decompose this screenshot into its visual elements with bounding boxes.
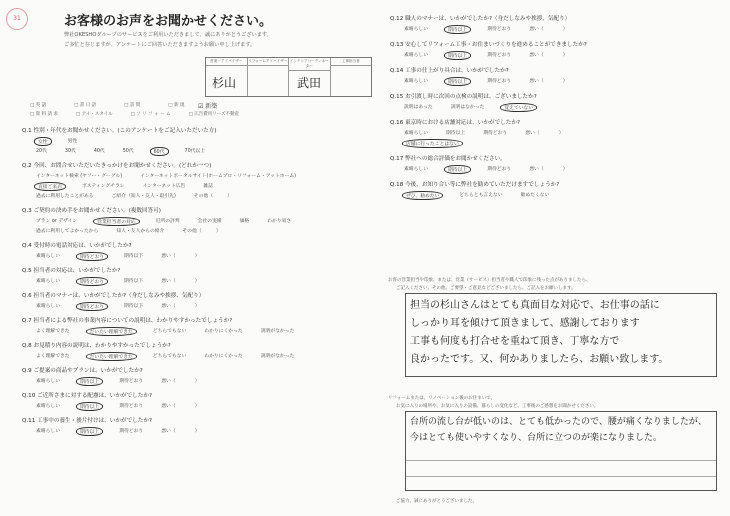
left-question-6: Q.6 担当者のマナーは、いかがでしたか?（身だしなみや挨拶、気配り） xyxy=(22,293,205,299)
comment1-prompt-1: お客の営業担当や印象、または、営業（サービス）担当者や職人で印象に残った点がありましたら、 xyxy=(388,278,591,283)
answer-option[interactable]: 素晴らしい xyxy=(36,404,60,409)
answer-option[interactable]: わかり易さ xyxy=(267,219,292,224)
answer-option[interactable]: 期待どおり xyxy=(487,53,512,58)
comment2-prompt-2: お気に入りの場所や、お気に入りの設備、暮らしの変化など、工事後のご感想をお聞かせください。 xyxy=(396,404,599,409)
answer-option[interactable]: 価格 xyxy=(239,219,250,224)
page-title: お客様のお声をお聞かせください。 xyxy=(64,14,273,29)
answer-option[interactable]: 期待以下 xyxy=(124,304,144,309)
checkrow-2 xyxy=(30,111,239,117)
left-question-2: Q.2 今回、お問合せいただいたきっかけをお聞かせください。(どれか一つ) xyxy=(22,163,212,169)
intro-line-2: ご多忙と存じますが、アンケートにご回答いただきますようお願い申し上げます。 xyxy=(64,42,256,48)
answer-option[interactable]: インターネットポータルサイト(ホームプロ・リフォーム・アットホーム) xyxy=(140,174,297,179)
answer-option[interactable]: 営業担当者の対応 xyxy=(93,217,139,226)
answer-option[interactable]: 期待以下 xyxy=(124,279,144,284)
left-q6-options xyxy=(34,302,202,311)
left-question-4: Q.4 受付時の電話対応は、いかがでしたか? xyxy=(22,243,132,249)
answer-option[interactable]: インターネット広告 xyxy=(142,184,186,189)
left-q2-row2 xyxy=(34,182,215,191)
answer-option[interactable]: 説明がなかった xyxy=(260,329,295,334)
right-q1-options xyxy=(402,25,570,34)
answer-option[interactable]: 期待以上 xyxy=(76,402,103,411)
left-question-7: Q.7 担当者による弊社の事業内容についての説明は、わかりやすかったでしょうか? xyxy=(22,318,233,324)
answer-option[interactable]: 期待以上 xyxy=(76,377,103,386)
check-2[interactable]: □ 書 日 語 xyxy=(74,103,97,108)
left-q10-options xyxy=(34,402,202,411)
answer-option[interactable]: どちらでもない xyxy=(152,329,187,334)
comment1-line-3: 工事も何度も打合せを重ねて頂き、丁寧な方で xyxy=(410,336,620,347)
comment1-line-1: 担当の杉山さんはとても真面目な対応で、お仕事の話に xyxy=(410,300,660,311)
answer-option[interactable]: 素晴らしい xyxy=(404,131,428,136)
staff-col-1 xyxy=(206,58,248,96)
left-q11-options xyxy=(34,427,202,436)
comment2-line-2: 今はとても使いやすくなり、台所に立つのが楽になりました。 xyxy=(410,433,663,443)
answer-option[interactable]: 説明はあった xyxy=(404,105,433,110)
answer-option[interactable]: 悪い（ ） xyxy=(161,429,200,434)
answer-option[interactable]: プラン or デザイン xyxy=(36,219,78,224)
check-6[interactable]: □ アイ・スタイル xyxy=(75,112,113,117)
answer-option[interactable]: 素晴らしい xyxy=(404,27,428,32)
staff-col-4 xyxy=(331,58,372,96)
left-question-1: Q.1 性別・年代をお聞かせください。(このアンケートをご記入いただいた方) xyxy=(22,128,217,134)
stamp-number: 31 xyxy=(13,15,21,22)
left-question-10: Q.10 ご近所さまに対する配慮は、いかがでしたか? xyxy=(22,393,152,399)
comment2-ruled-line-2 xyxy=(406,476,716,477)
comment1-prompt-2: ご記入ください。その他、ご要望・ご意見などございましたら、ご記入をお願いします。 xyxy=(396,286,576,291)
right-question-7: Q.18 今後、お知り合い等に弊社を勧めていただけますでしょうか? xyxy=(390,182,560,188)
answer-option[interactable]: 説明がなかった xyxy=(260,354,295,359)
check-5[interactable]: □ 資 料 請 求 xyxy=(30,112,58,117)
answer-option[interactable]: 期待どおり xyxy=(487,167,512,172)
left-q3-options xyxy=(34,217,293,226)
staff-header-2: リフォームアドバイザー xyxy=(248,58,289,66)
answer-option[interactable]: 70代以上 xyxy=(184,149,206,154)
answer-option[interactable]: 期待どおり xyxy=(76,277,108,286)
answer-option[interactable]: 悪い（ ） xyxy=(529,167,568,172)
left-question-9: Q.9 ご提案の商品やプランは、いかがでしたか? xyxy=(22,368,143,374)
answer-option[interactable]: ポスティングチラシ xyxy=(82,184,125,189)
answer-option[interactable]: 会社の実績 xyxy=(197,219,222,224)
answer-option[interactable]: 30代 xyxy=(64,149,76,154)
answer-option[interactable]: 悪い（ ） xyxy=(529,53,568,58)
answer-option[interactable]: 悪い（ ） xyxy=(161,404,200,409)
comment1-box[interactable] xyxy=(405,293,717,377)
answer-option[interactable]: 期待どおり xyxy=(483,131,508,136)
answer-option[interactable]: 素晴らしい xyxy=(36,254,60,259)
answer-option[interactable]: わかりにくかった xyxy=(204,354,243,359)
answer-option[interactable]: その他（ ） xyxy=(182,229,221,234)
answer-option[interactable]: 勧めたくない xyxy=(520,193,550,198)
answer-option[interactable]: 期待以上 xyxy=(76,427,103,436)
answer-option[interactable]: 期待以上 xyxy=(444,165,471,174)
answer-option[interactable]: その他（ ） xyxy=(193,194,233,199)
answer-option[interactable]: 素晴らしい xyxy=(404,53,428,58)
answer-option[interactable]: 過去に利用したことがある xyxy=(36,194,94,199)
answer-option[interactable]: わかりにくかった xyxy=(204,329,243,334)
answer-option[interactable]: 期待以上 xyxy=(446,131,466,136)
left-q4-options xyxy=(34,252,202,261)
right-q2-options xyxy=(402,51,570,60)
check-1[interactable]: □ 英 語 xyxy=(30,103,47,108)
answer-option[interactable]: 素晴らしい xyxy=(404,79,428,84)
left-question-11: Q.11 工事中の養生・後片付けは、いかがでしたか? xyxy=(22,418,152,424)
answer-option[interactable]: 素晴らしい xyxy=(36,429,60,434)
answer-option[interactable]: ぜひ、勧めたい xyxy=(402,191,443,200)
answer-option[interactable]: 期待どおり xyxy=(119,429,144,434)
answer-option[interactable]: 素晴らしい xyxy=(404,167,428,172)
answer-option[interactable]: 悪い（ ） xyxy=(161,379,200,384)
answer-option[interactable]: 悪い（ ） xyxy=(161,304,200,309)
staff-table xyxy=(205,57,372,97)
answer-option[interactable]: 過去に利用してよかったから xyxy=(36,229,99,234)
answer-option[interactable]: 悪い（ ） xyxy=(525,131,564,136)
left-q5-options xyxy=(34,277,202,286)
answer-option[interactable]: 女性 xyxy=(34,137,52,146)
right-q6-options xyxy=(402,165,570,174)
answer-option[interactable]: 素晴らしい xyxy=(36,304,60,309)
answer-option[interactable]: 雑誌 xyxy=(203,184,213,189)
answer-option[interactable]: 悪い（ ） xyxy=(529,79,568,84)
answer-option[interactable]: 直接ご来店 xyxy=(34,182,66,191)
answer-option[interactable]: どちらとも言えない xyxy=(459,193,503,198)
answer-option[interactable]: だいたい理解できた xyxy=(86,352,137,361)
right-q7-options xyxy=(402,191,551,200)
comment1-line-2: しっかり耳を傾けて頂きまして、感謝しております xyxy=(410,318,640,329)
right-question-5: Q.16 東京時における店舗対応は、いかがでしたか? xyxy=(390,120,520,126)
answer-option[interactable]: 悪い（ ） xyxy=(161,254,200,259)
left-q8-options xyxy=(34,352,296,361)
left-q3-row2 xyxy=(34,227,223,234)
staff-name-construction: 武田 xyxy=(297,76,322,90)
answer-option[interactable]: インターネット検索 (ヤフー・グーグル) xyxy=(36,174,123,179)
staff-name-sales: 杉山 xyxy=(212,76,237,90)
left-q2-row3 xyxy=(34,192,234,199)
intro-line-1: 弊社OKESHOグループのサービスをご利用いただきまして、誠にありがとうございます。 xyxy=(64,32,272,38)
answer-option[interactable]: よく理解できた xyxy=(36,329,70,334)
stamp-icon xyxy=(6,8,28,30)
answer-option[interactable]: 店舗に行ったことはない xyxy=(402,139,463,148)
right-q4-options xyxy=(402,103,537,112)
answer-option[interactable]: 期待どおり xyxy=(487,79,512,84)
left-q9-options xyxy=(34,377,202,386)
answer-option[interactable]: 40代 xyxy=(93,149,105,154)
answer-option[interactable]: 知人・友人からの紹介 xyxy=(116,229,165,234)
answer-option[interactable]: 60代 xyxy=(150,147,169,156)
answer-option[interactable]: 男性 xyxy=(67,139,78,144)
right-q3-options xyxy=(402,77,570,86)
right-question-1: Q.12 職人のマナーは、いかがでしたか?（身だしなみや挨拶、気配り） xyxy=(390,16,571,22)
comment1-line-4: 良かったです。又、何かありましたら、お願い致します。 xyxy=(410,354,669,365)
staff-header-1: 営業・アドバイザー xyxy=(206,58,247,66)
answer-option[interactable]: だいたい理解できた xyxy=(86,327,137,336)
answer-option[interactable]: 期待以上 xyxy=(444,77,471,86)
left-question-8: Q.8 お見積り内容の説明は、わかりやすかったでしょうか? xyxy=(22,343,171,349)
right-q5-row2 xyxy=(402,139,463,148)
answer-option[interactable]: 期待以上 xyxy=(444,25,471,34)
answer-option[interactable]: 期待以下 xyxy=(124,254,144,259)
answer-option[interactable]: 50代 xyxy=(122,149,134,154)
staff-header-3: インテリアコーディネーター xyxy=(289,58,330,71)
comment2-line-1: 台所の流し台が低いのは、とても低かったので、腰が痛くなりましたが、 xyxy=(410,417,707,427)
answer-option[interactable]: 説明はなかった xyxy=(450,105,485,110)
comment2-box[interactable] xyxy=(405,411,717,491)
staff-col-3 xyxy=(289,58,331,96)
answer-option[interactable]: 20代 xyxy=(36,149,47,154)
right-question-4: Q.15 お引渡し時に次回の点検の説明は、ございましたか? xyxy=(390,94,537,100)
answer-option[interactable]: 素晴らしい xyxy=(36,379,60,384)
answer-option[interactable]: ご紹介（知人・友人・取引先) xyxy=(111,194,176,199)
answer-option[interactable]: 悪い（ ） xyxy=(529,27,568,32)
left-question-3: Q.3 ご契約の決め手をお聞かせください。(複数回答可) xyxy=(22,208,161,214)
answer-option[interactable]: 期待以上 xyxy=(444,51,471,60)
comment2-prompt-1: リフォームまたは、リノベーション後のお住まいで、 xyxy=(388,396,496,401)
right-question-2: Q.13 安心してリフォーム工事・お住まいづくりを進めることができましたか? xyxy=(390,42,587,48)
answer-option[interactable]: 期待どおり xyxy=(119,379,144,384)
staff-header-4: 工事担当者 xyxy=(331,58,372,66)
answer-option[interactable]: 近所の評判 xyxy=(155,219,180,224)
left-q7-options xyxy=(34,327,296,336)
answer-option[interactable]: どちらでもない xyxy=(152,354,187,359)
answer-option[interactable]: 素晴らしい xyxy=(36,279,60,284)
check-7[interactable]: □ ソ リ フ ォ ー ム xyxy=(130,112,171,117)
check-3[interactable]: □ 訪 問 xyxy=(124,103,141,108)
answer-option[interactable]: 期待どおり xyxy=(76,302,108,311)
right-question-3: Q.14 工事の仕上がり具合は、いかがでしたか? xyxy=(390,68,509,74)
answer-option[interactable]: 悪い（ ） xyxy=(161,279,200,284)
answer-option[interactable]: 期待どおり xyxy=(76,252,108,261)
left-q1-row2 xyxy=(34,147,207,156)
checkrow-1 xyxy=(30,102,184,108)
answer-option[interactable]: 期待どおり xyxy=(119,404,144,409)
staff-col-2 xyxy=(248,58,290,96)
left-q1-options xyxy=(34,137,79,146)
right-q5-options xyxy=(402,129,566,136)
check-4[interactable]: □ 新 規 xyxy=(168,103,185,108)
comment2-ruled-line-1 xyxy=(406,460,716,461)
answer-option[interactable]: よく理解できた xyxy=(36,354,70,359)
check-8[interactable]: □ 広告費用リーズ不動産 xyxy=(188,112,239,117)
left-q2-options xyxy=(34,172,298,179)
checkrow-mark[interactable]: ☑ 新築 xyxy=(198,103,218,110)
answer-option[interactable]: 期待どおり xyxy=(487,27,512,32)
thanks-footer: ご協力、誠にありがとうございました。 xyxy=(396,499,477,504)
left-question-5: Q.5 担当者の対応は、いかがでしたか? xyxy=(22,268,121,274)
answer-option[interactable]: 覚えていない xyxy=(500,103,537,112)
right-question-6: Q.17 弊社への総合評価をお聞かせください。 xyxy=(390,156,506,162)
